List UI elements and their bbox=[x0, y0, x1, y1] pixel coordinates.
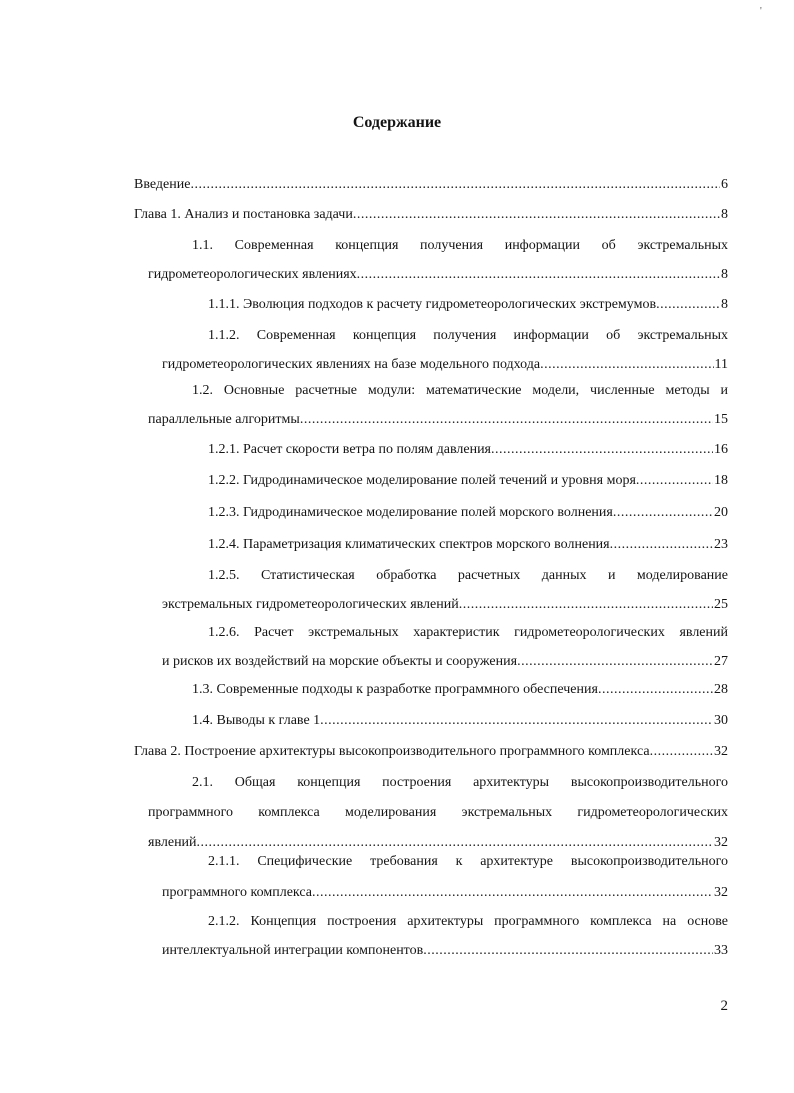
toc-title-line-2: интеллектуальной интеграции компонентов bbox=[162, 943, 424, 958]
toc-title-line-2: программного комплекса моделирования экстремальных гидрометеорологических bbox=[148, 805, 728, 820]
toc-entry-1-4[interactable] bbox=[192, 706, 728, 736]
toc-line bbox=[192, 706, 728, 736]
toc-leader bbox=[312, 878, 713, 908]
toc-title-line-1: 1.1.2. Современная концепция получения информации об экстремальных bbox=[208, 328, 728, 343]
toc-page-number: 20 bbox=[714, 505, 728, 520]
toc-page-number: 32 bbox=[714, 835, 728, 850]
toc-page-number: 32 bbox=[714, 885, 728, 900]
toc-entry-1-2-2[interactable] bbox=[208, 466, 728, 496]
toc-entry-1-2-6[interactable] bbox=[162, 618, 728, 677]
toc-page-number: 8 bbox=[721, 267, 728, 282]
toc-page-number: 33 bbox=[714, 943, 728, 958]
toc-line bbox=[162, 647, 728, 677]
toc-title: 1.3. Современные подходы к разработке программного обеспечения bbox=[192, 682, 598, 697]
toc-page-number: 8 bbox=[721, 297, 728, 312]
corner-mark: ' bbox=[760, 6, 762, 17]
toc-title: 1.2.2. Гидродинамическое моделирование полей течений и уровня моря bbox=[208, 473, 636, 488]
toc-leader bbox=[459, 590, 713, 620]
toc-title-line-1: 1.2. Основные расчетные модули: математические модели, численные методы и bbox=[192, 383, 728, 398]
toc-entry-1-2-5[interactable] bbox=[162, 561, 728, 620]
toc-line bbox=[208, 435, 728, 465]
page-title: Содержание bbox=[352, 114, 442, 131]
toc-title: Введение bbox=[134, 177, 191, 192]
toc-title-line-2: экстремальных гидрометеорологических явлений bbox=[162, 597, 459, 612]
toc-title-line-2: и рисков их воздействий на морские объекты и сооружения bbox=[162, 654, 518, 669]
toc-entry-2-1-2[interactable] bbox=[162, 907, 728, 966]
toc-leader bbox=[300, 405, 713, 435]
toc-page-number: 15 bbox=[714, 412, 728, 427]
toc-entry-1-1-2[interactable] bbox=[162, 321, 728, 380]
toc-title: 1.2.4. Параметризация климатических спектров морского волнения bbox=[208, 537, 610, 552]
toc-page-number: 8 bbox=[721, 207, 728, 222]
toc-entry-introduction[interactable] bbox=[134, 170, 728, 200]
toc-title: 1.1.1. Эволюция подходов к расчету гидрометеорологических экстремумов bbox=[208, 297, 657, 312]
toc-title-line-1: 2.1.2. Концепция построения архитектуры программного комплекса на основе bbox=[208, 914, 728, 929]
toc-line bbox=[208, 290, 728, 320]
toc-line bbox=[208, 466, 728, 496]
toc-title-line-1: 1.2.5. Статистическая обработка расчетных данных и моделирование bbox=[208, 568, 728, 583]
toc-leader bbox=[650, 737, 713, 767]
toc-line bbox=[162, 590, 728, 620]
toc-page-number: 30 bbox=[714, 713, 728, 728]
toc-leader bbox=[320, 706, 713, 736]
toc-title-line-2: параллельные алгоритмы bbox=[148, 412, 300, 427]
toc-leader bbox=[190, 170, 720, 200]
toc-leader bbox=[517, 647, 713, 677]
toc-title: 1.2.3. Гидродинамическое моделирование полей морского волнения bbox=[208, 505, 613, 520]
toc-line bbox=[192, 675, 728, 705]
toc-line bbox=[162, 936, 728, 966]
toc-page-number: 27 bbox=[714, 654, 728, 669]
toc-title-line-1: 1.2.6. Расчет экстремальных характеристик гидрометеорологических явлений bbox=[208, 625, 728, 640]
toc-leader bbox=[491, 435, 713, 465]
toc-line bbox=[134, 170, 728, 200]
toc-line bbox=[208, 530, 728, 560]
toc-title-line-1: 2.1. Общая концепция построения архитектуры высокопроизводительного bbox=[192, 775, 728, 790]
toc-entry-1-2[interactable] bbox=[148, 376, 728, 435]
toc-page-number: 6 bbox=[721, 177, 728, 192]
toc-title: 1.2.1. Расчет скорости ветра по полям давления bbox=[208, 442, 492, 457]
toc-entry-1-3[interactable] bbox=[192, 675, 728, 705]
toc-line bbox=[148, 260, 728, 290]
toc-entry-1-2-3[interactable] bbox=[208, 498, 728, 528]
toc-entry-chapter-1[interactable] bbox=[134, 200, 728, 230]
toc-line bbox=[134, 737, 728, 767]
toc-entry-1-2-4[interactable] bbox=[208, 530, 728, 560]
toc-leader bbox=[598, 675, 713, 705]
toc-title-line-2: гидрометеорологических явлениях на базе модельного подхода bbox=[162, 357, 541, 372]
toc-leader bbox=[656, 290, 720, 320]
toc-page-number: 23 bbox=[714, 537, 728, 552]
toc-entry-chapter-2[interactable] bbox=[134, 737, 728, 767]
toc-line bbox=[148, 405, 728, 435]
toc-page-number: 16 bbox=[714, 442, 728, 457]
toc-entry-1-1-1[interactable] bbox=[208, 290, 728, 320]
toc-entry-2-1[interactable] bbox=[148, 768, 728, 858]
toc-leader bbox=[613, 498, 713, 528]
toc-leader bbox=[610, 530, 713, 560]
toc-title-line-1: 1.1. Современная концепция получения информации об экстремальных bbox=[192, 238, 728, 253]
toc-title: 1.4. Выводы к главе 1 bbox=[192, 713, 321, 728]
toc-line bbox=[162, 878, 728, 908]
toc-line bbox=[134, 200, 728, 230]
toc-title-line-1: 2.1.1. Специфические требования к архитектуре высокопроизводительного bbox=[208, 854, 728, 869]
toc-leader bbox=[636, 466, 713, 496]
toc-title-line-2: гидрометеорологических явлениях bbox=[148, 267, 357, 282]
toc-line bbox=[208, 498, 728, 528]
toc-page-number: 11 bbox=[714, 357, 728, 372]
toc-entry-1-1[interactable] bbox=[148, 231, 728, 290]
toc-leader bbox=[353, 200, 720, 230]
toc-entry-1-2-1[interactable] bbox=[208, 435, 728, 465]
toc-page-number: 18 bbox=[714, 473, 728, 488]
toc-page-number: 25 bbox=[714, 597, 728, 612]
toc-title-line-2: программного комплекса bbox=[162, 885, 312, 900]
toc-title: Глава 1. Анализ и постановка задачи bbox=[134, 207, 353, 222]
toc-title: Глава 2. Построение архитектуры высокопроизводительного программного комплекса bbox=[134, 744, 650, 759]
toc-title-line-3: явлений bbox=[148, 835, 197, 850]
toc-leader bbox=[423, 936, 713, 966]
toc-page-number: 32 bbox=[714, 744, 728, 759]
toc-leader bbox=[357, 260, 720, 290]
toc-page-number: 28 bbox=[714, 682, 728, 697]
page-number: 2 bbox=[720, 998, 728, 1014]
toc-entry-2-1-1[interactable] bbox=[162, 847, 728, 908]
